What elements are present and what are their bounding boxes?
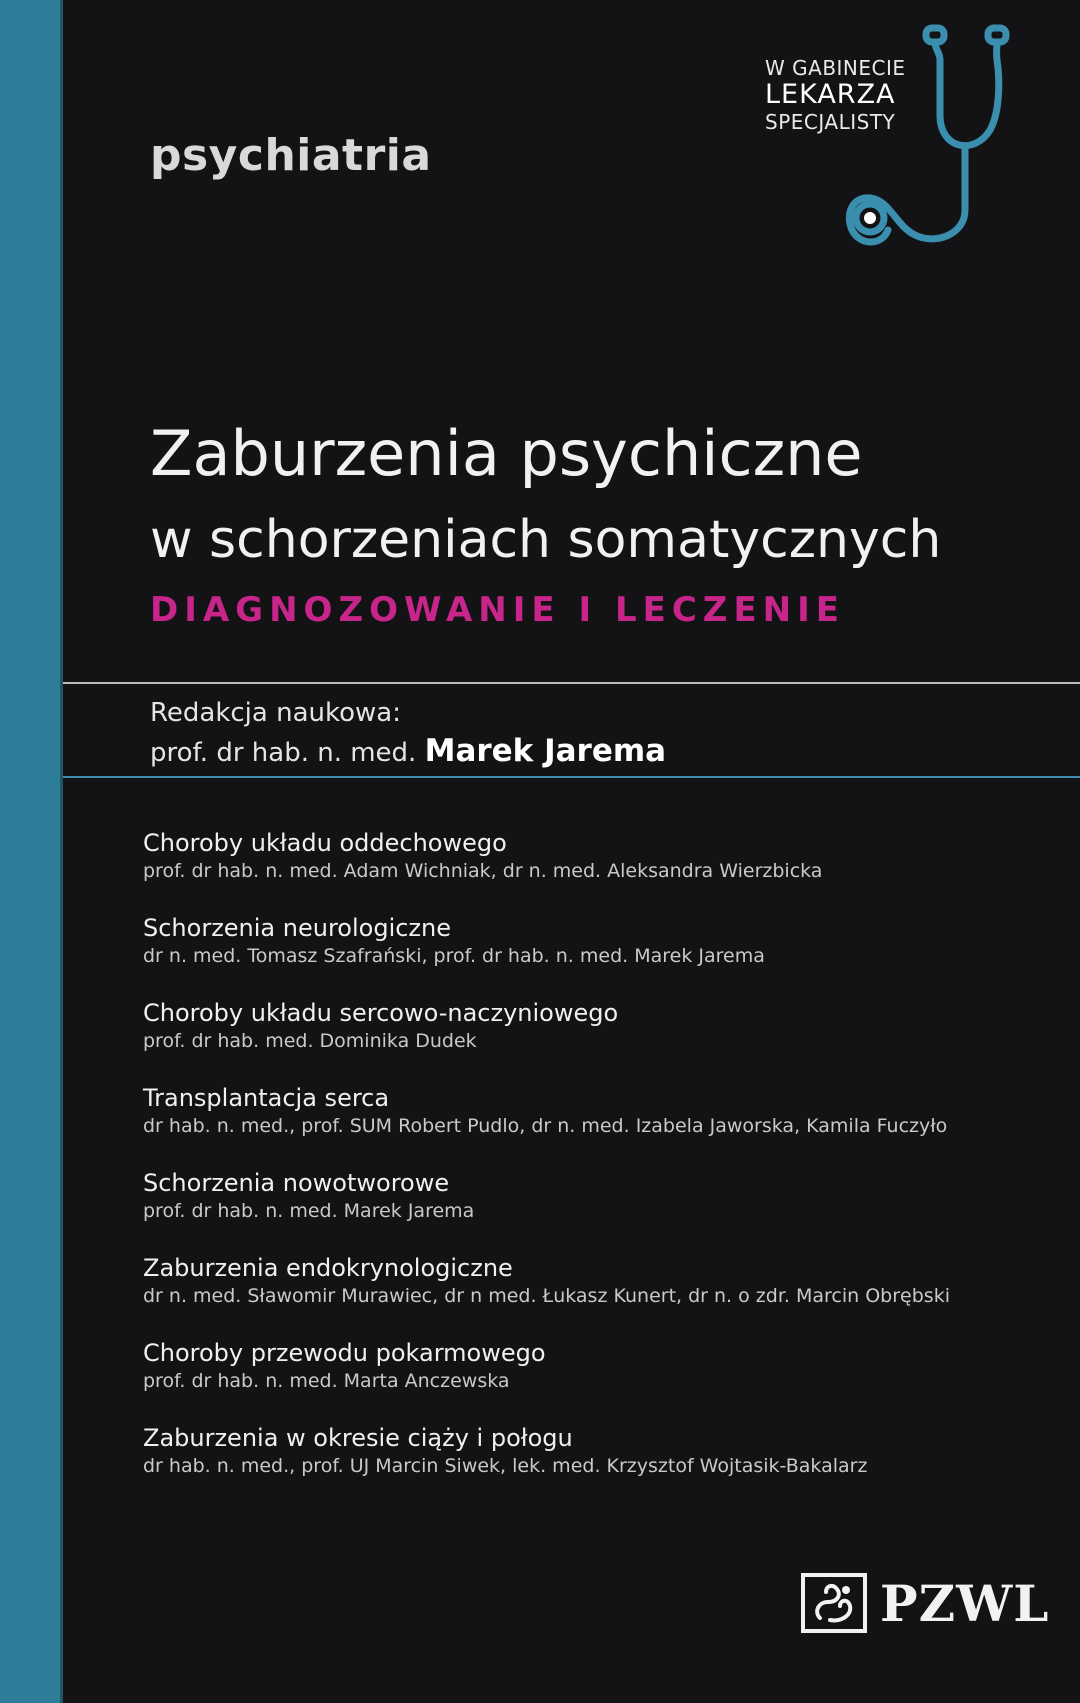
category-label: psychiatria <box>150 130 432 181</box>
chapter-authors: dr hab. n. med., prof. UJ Marcin Siwek, lek. med. Krzysztof Wojtasik-Bakalarz <box>143 1455 868 1477</box>
series-line-2: LEKARZA <box>765 79 896 110</box>
chapter-title: Transplantacja serca <box>143 1084 390 1112</box>
chapter-item <box>143 998 1048 1083</box>
stethoscope-icon <box>840 20 1050 260</box>
stethoscope-chestpiece <box>864 212 876 224</box>
chapter-title: Choroby układu sercowo-naczyniowego <box>143 999 619 1027</box>
chapter-item <box>143 1423 1048 1508</box>
book-subtitle: DIAGNOZOWANIE I LECZENIE <box>150 590 846 630</box>
editor-name: Marek Jarema <box>424 733 667 769</box>
pzwl-logo-icon <box>800 1572 868 1634</box>
chapter-item <box>143 828 1048 913</box>
chapter-item <box>143 1253 1048 1338</box>
book-title-continued: w schorzeniach somatycznych <box>150 510 942 570</box>
publisher-name: PZWL <box>880 1574 1050 1633</box>
chapter-title: Schorzenia nowotworowe <box>143 1169 450 1197</box>
chapter-authors: dr n. med. Sławomir Murawiec, dr n med. Łukasz Kunert, dr n. o zdr. Marcin Obrębski <box>143 1285 950 1307</box>
chapter-title: Zaburzenia endokrynologiczne <box>143 1254 513 1282</box>
editor-line <box>150 733 666 769</box>
chapter-item <box>143 1083 1048 1168</box>
chapter-title: Zaburzenia w okresie ciąży i połogu <box>143 1424 573 1452</box>
series-line-3: SPECJALISTY <box>765 110 896 134</box>
chapter-item <box>143 913 1048 998</box>
editor-prefix: prof. dr hab. n. med. <box>150 738 417 768</box>
chapter-title: Choroby przewodu pokarmowego <box>143 1339 546 1367</box>
chapter-item <box>143 1338 1048 1423</box>
chapter-authors: prof. dr hab. n. med. Marek Jarema <box>143 1200 475 1222</box>
book-title: Zaburzenia psychiczne <box>150 417 863 490</box>
publisher-mark <box>800 1572 1050 1636</box>
divider-top <box>63 682 1080 684</box>
chapter-list <box>143 828 1048 1508</box>
chapter-authors: prof. dr hab. med. Dominika Dudek <box>143 1030 477 1052</box>
chapter-authors: dr hab. n. med., prof. SUM Robert Pudlo, dr n. med. Izabela Jaworska, Kamila Fuczyło <box>143 1115 948 1137</box>
series-line-1: W GABINECIE <box>765 56 906 80</box>
chapter-authors: prof. dr hab. n. med. Adam Wichniak, dr n. med. Aleksandra Wierzbicka <box>143 860 823 882</box>
chapter-title: Choroby układu oddechowego <box>143 829 507 857</box>
chapter-authors: dr n. med. Tomasz Szafrański, prof. dr hab. n. med. Marek Jarema <box>143 945 765 967</box>
chapter-authors: prof. dr hab. n. med. Marta Anczewska <box>143 1370 510 1392</box>
spine-strip <box>0 0 63 1703</box>
chapter-title: Schorzenia neurologiczne <box>143 914 452 942</box>
divider-bottom <box>63 776 1080 778</box>
chapter-item <box>143 1168 1048 1253</box>
editor-label: Redakcja naukowa: <box>150 698 401 728</box>
